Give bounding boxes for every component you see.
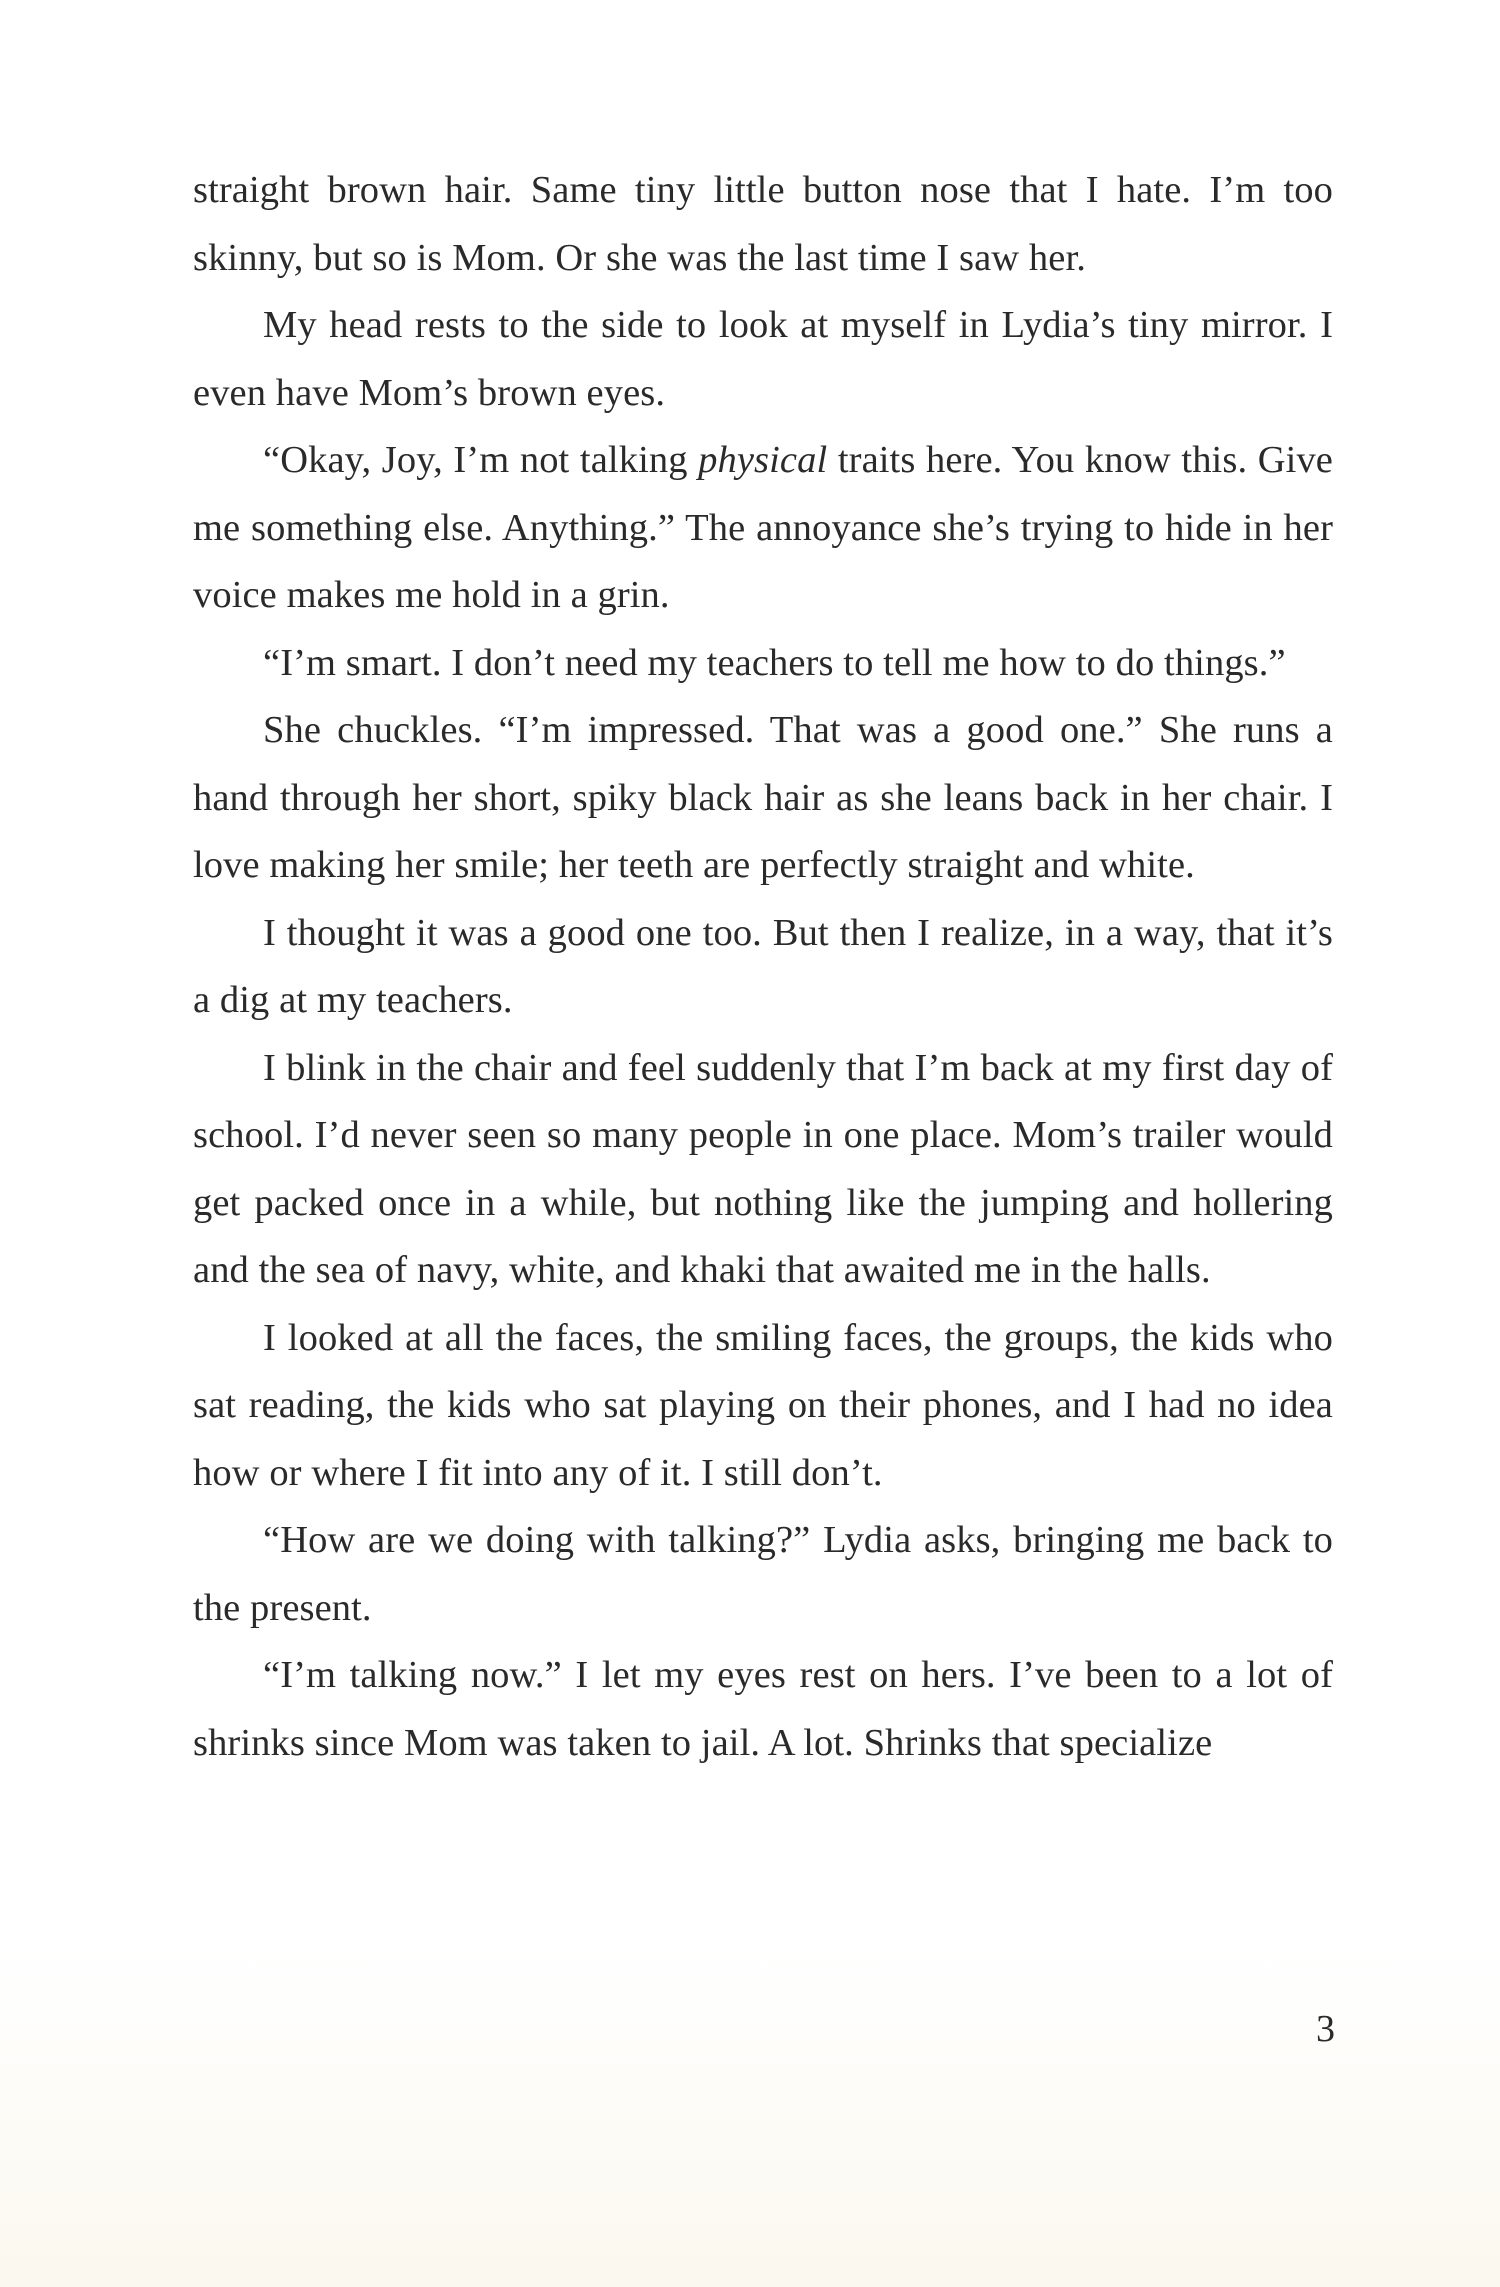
paragraph-3-before: “Okay, Joy, I’m not talking (263, 439, 699, 481)
body-text (193, 157, 1333, 1777)
paragraph-9: “How are we doing with talking?” Lydia asks, bringing me back to the present. (193, 1519, 1333, 1629)
paragraph-10: “I’m talking now.” I let my eyes rest on hers. I’ve been to a lot of shrinks since Mom was taken to jail. A lot. Shrinks that specialize (193, 1654, 1333, 1764)
paragraph-1: straight brown hair. Same tiny little button nose that I hate. I’m too skinny, but so is Mom. Or she was the last time I saw her. (193, 169, 1333, 279)
paragraph-3 (193, 427, 1333, 630)
paragraph-6: I thought it was a good one too. But then I realize, in a way, that it’s a dig at my teachers. (193, 911, 1333, 1021)
page-number: 3 (1316, 2008, 1335, 2050)
paragraph-5: She chuckles. “I’m impressed. That was a good one.” She runs a hand through her short, spiky black hair as she leans back in her chair. I love making her smile; her teeth are perfectly straight and white. (193, 709, 1333, 886)
paragraph-2: My head rests to the side to look at myself in Lydia’s tiny mirror. I even have Mom’s brown eyes. (193, 304, 1333, 414)
paragraph-8: I looked at all the faces, the smiling faces, the groups, the kids who sat reading, the kids who sat playing on their phones, and I had no idea how or where I fit into any of it. I still don’t. (193, 1316, 1333, 1494)
emphasis-physical: physical (698, 439, 828, 481)
paragraph-4: “I’m smart. I don’t need my teachers to tell me how to do things.” (263, 641, 1286, 684)
paragraph-7: I blink in the chair and feel suddenly that I’m back at my first day of school. I’d never seen so many people in one place. Mom’s trailer would get packed once in a while, but nothing like the jumping and hollering and the sea of navy, white, and khaki that awaited me in the halls. (193, 1046, 1333, 1291)
paragraph-3-after: traits here. You know this. Give me something else. Anything.” The annoyance she’s trying to hide in her voice makes me hold in a grin. (193, 439, 1333, 616)
